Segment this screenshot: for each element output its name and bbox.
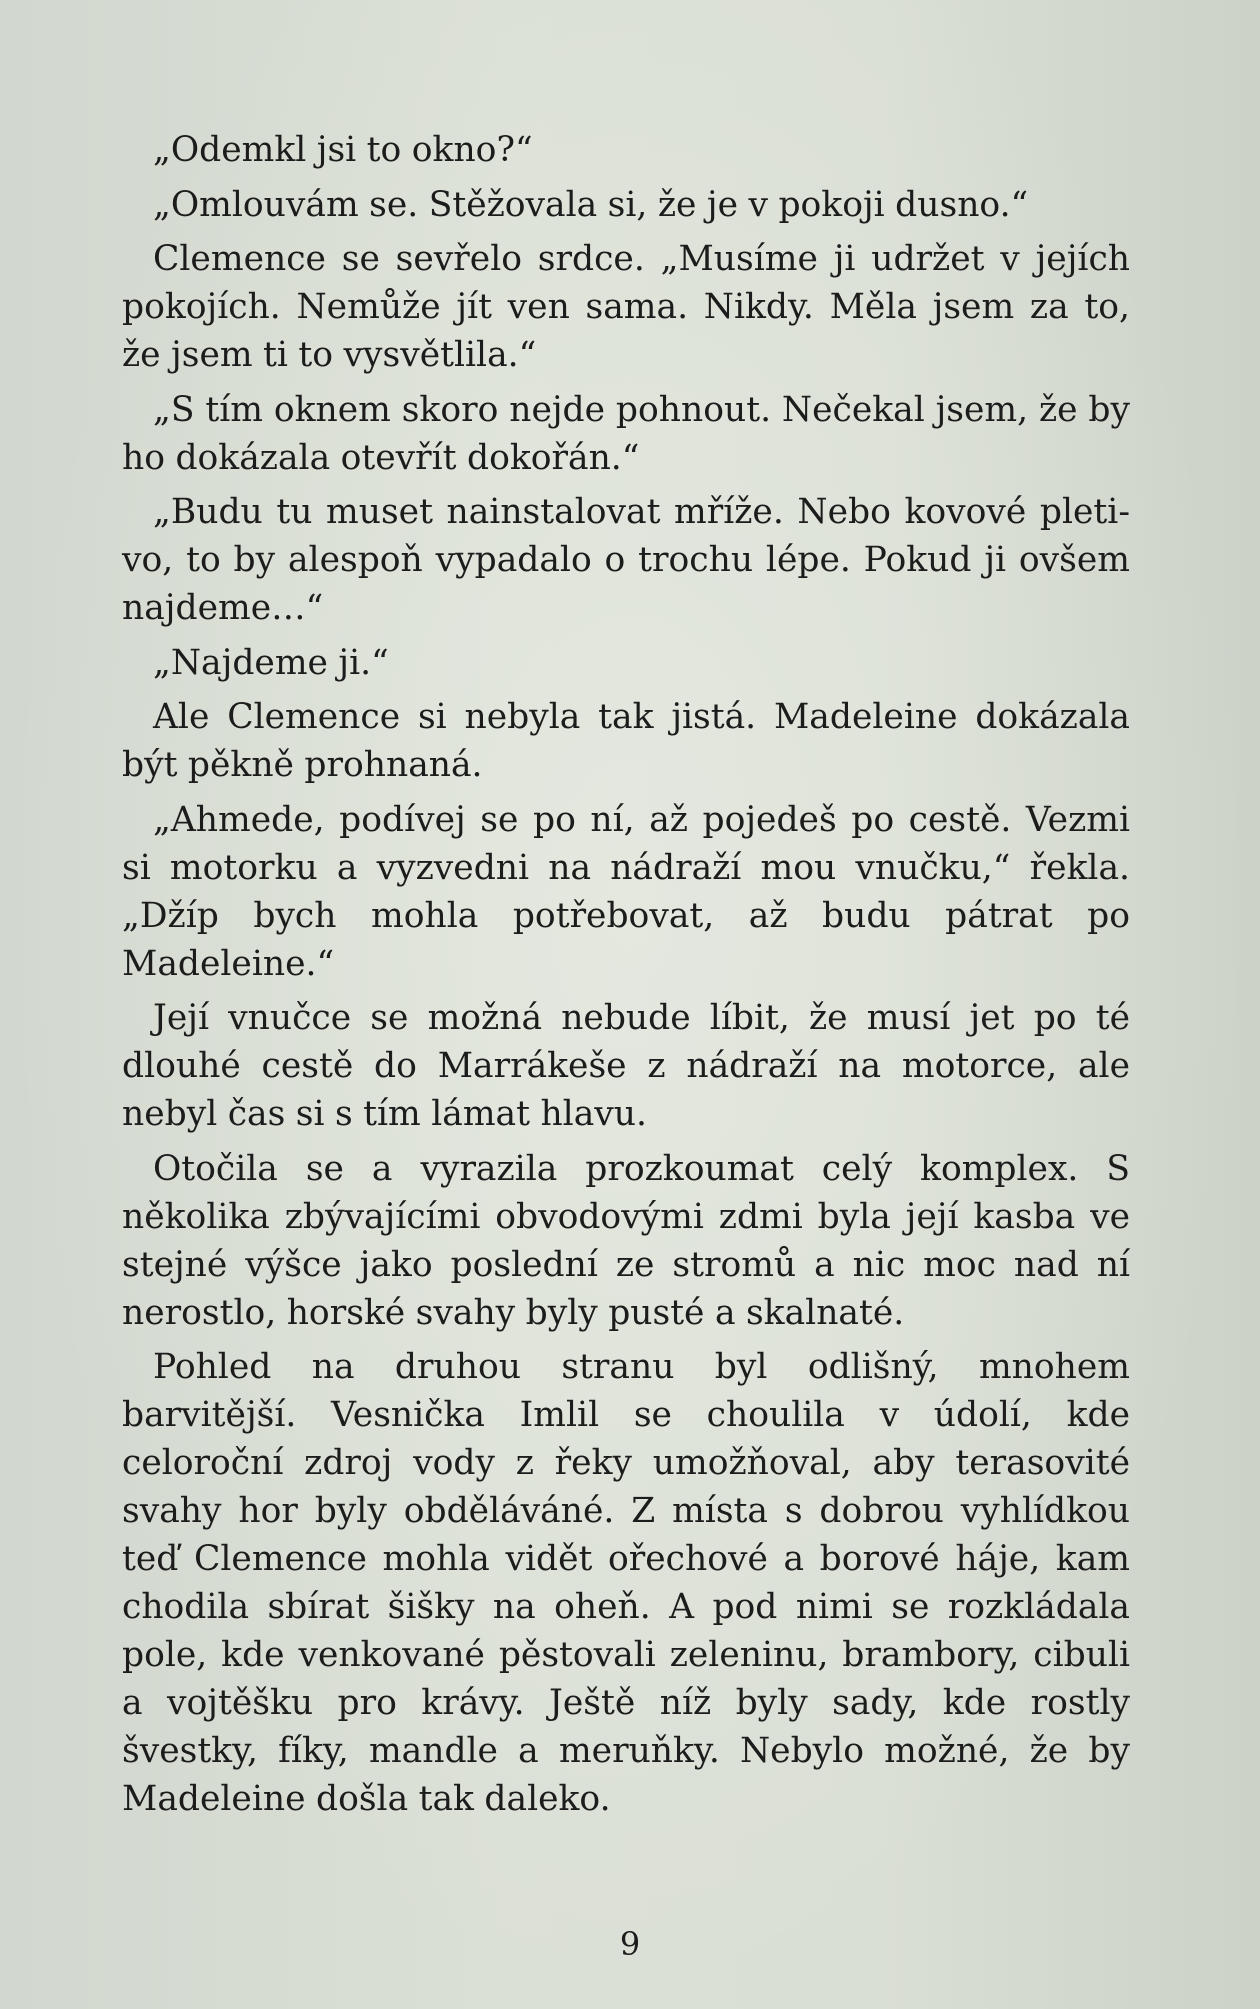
paragraph: „S tím oknem skoro nejde pohnout. Nečekal jsem, že by ho dokázala otevřít dokořán.“ — [122, 389, 1130, 478]
paragraph: Clemence se sevřelo srdce. „Musíme ji udržet v jejích pokojích. Nemůže jít ven sama. Nikdy. Měla jsem za to, že jsem ti to vysvětlila.“ — [122, 239, 1130, 375]
paragraph: Její vnučce se možná nebude líbit, že musí jet po té dlouhé cestě do Marrákeše z nádraží na motorce, ale nebyl čas si s tím lámat hlavu. — [122, 998, 1130, 1134]
paragraph: „Budu tu muset nainstalovat mříže. Nebo kovové pletivo, to by alespoň vypadalo o trochu lépe. Pokud ji ovšem najdeme…“ — [122, 492, 1130, 628]
paragraph: Ale Clemence si nebyla tak jistá. Madeleine dokázala být pěkně prohnaná. — [122, 697, 1130, 785]
paragraph: „Omlouvám se. Stěžovala si, že je v pokoji dusno.“ — [153, 184, 1029, 225]
paragraph: „Ahmede, podívej se po ní, až pojedeš po cestě. Vezmi si motorku a vyzvedni na nádraží mou vnučku,“ řekla. „Džíp bych mohla potřebovat, až budu pátrat po Madeleine.“ — [122, 799, 1130, 984]
paragraph: „Najdeme ji.“ — [153, 642, 389, 683]
paragraph: Pohled na druhou stranu byl odlišný, mnohem barvitější. Vesnička Imlil se choulila v údolí, kde celoroční zdroj vody z řeky umožňoval, aby terasovité svahy hor byly obděláváné. Z místa s dobrou vyhlídkou teď Clemence mohla vidět ořechové a borové háje, kam chodila sbírat šišky na oheň. A pod nimi se rozkládala pole, kde venkované pěstovali zeleninu, brambory, cibuli a vojtěšku pro krávy. Ještě níž byly sady, kde rostly švestky, fíky, mandle a meruňky. Nebylo možné, že by Madeleine došla tak daleko. — [122, 1347, 1130, 1819]
paragraph: Otočila se a vyrazila prozkoumat celý komplex. S několika zbývajícími obvodovými zdmi byla její kasba ve stejné výšce jako poslední ze stromů a nic moc nad ní nerostlo, horské svahy byly pusté a skalnaté. — [122, 1148, 1130, 1333]
paragraph: „Odemkl jsi to okno?“ — [153, 130, 533, 170]
body-text — [122, 126, 1130, 1830]
page-number: 9 — [619, 1925, 641, 1963]
